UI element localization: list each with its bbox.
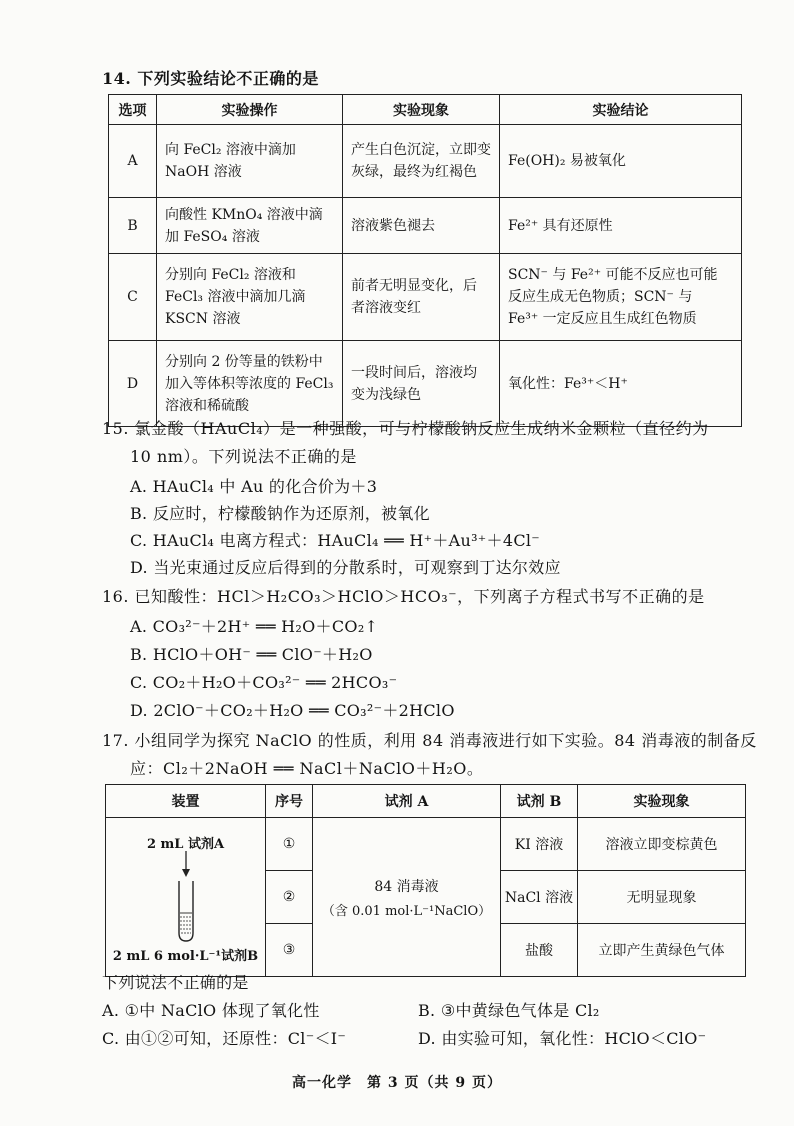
q14-conclusion	[500, 125, 742, 198]
test-tube-icon	[111, 833, 261, 961]
q17-stem-line1: 17. 小组同学为探究 NaClO 的性质，利用 84 消毒液进行如下实验。84 消毒液的制备反	[102, 731, 757, 750]
reagent-a-name: 84 消毒液	[374, 878, 439, 895]
q17-reagent-b: 盐酸	[501, 924, 578, 977]
q17-option-c: C. 由①②可知，还原性：Cl⁻＜I⁻	[102, 1029, 347, 1048]
q17-number: ②	[266, 871, 313, 924]
q17-header: 试剂 B	[501, 785, 578, 818]
q14-operation	[157, 198, 343, 254]
q15-stem-line1: 15. 氯金酸（HAuCl₄）是一种强酸，可与柠檬酸钠反应生成纳米金颗粒（直径约为	[102, 419, 709, 438]
q14-row-b	[109, 198, 742, 254]
line: 产生白色沉淀，立即变	[351, 142, 491, 158]
q14-row-a	[109, 125, 742, 198]
q17-header: 试剂 A	[313, 785, 501, 818]
stem-post: 的是	[216, 973, 249, 992]
line: 分别向 FeCl₂ 溶液和	[165, 267, 296, 283]
reagent-a-concentration: （含 0.01 mol·L⁻¹NaClO）	[321, 903, 492, 919]
line: SCN⁻ 与 Fe²⁺ 可能不反应也可能	[508, 267, 718, 283]
line: 加 FeSO₄ 溶液	[165, 228, 260, 245]
q17-phenomenon: 无明显现象	[578, 871, 746, 924]
q14-table	[108, 94, 742, 427]
q14-operation	[157, 125, 343, 198]
q17-number: ③	[266, 924, 313, 977]
q14-header-row	[109, 95, 742, 125]
line: 反应生成无色物质；SCN⁻ 与	[508, 289, 693, 305]
q16-option-c: C. CO₂＋H₂O＋CO₃²⁻ ══ 2HCO₃⁻	[130, 673, 398, 692]
q14-option: C	[109, 254, 157, 341]
q17-option-a: A. ①中 NaClO 体现了氧化性	[102, 1001, 320, 1020]
line: Fe³⁺ 一定反应且生成红色物质	[508, 311, 697, 327]
line: 氧化性：Fe³⁺＜H⁺	[508, 375, 628, 392]
stem-pre: 下列说法	[102, 973, 168, 992]
q14-header: 选项	[109, 95, 157, 125]
q14-phenomenon	[343, 125, 500, 198]
q17-header: 装置	[106, 785, 266, 818]
line: 溶液紫色褪去	[351, 217, 435, 234]
q16-option-d: D. 2ClO⁻＋CO₂＋H₂O ══ CO₃²⁻＋2HClO	[130, 701, 455, 720]
q14-option: A	[109, 125, 157, 198]
stem-emphasis: 不正确	[167, 973, 217, 992]
line: 灰绿，最终为红褐色	[351, 164, 477, 180]
line: 溶液和稀硫酸	[165, 397, 249, 414]
q15-option-a: A. HAuCl₄ 中 Au 的化合价为＋3	[130, 477, 378, 496]
q16-option-a: A. CO₃²⁻＋2H⁺ ══ H₂O＋CO₂↑	[130, 617, 379, 636]
q14-row-d	[109, 341, 742, 427]
line: 者溶液变红	[351, 300, 421, 316]
q15-stem-line2: 10 nm）。下列说法不正确的是	[130, 447, 357, 466]
q17-sub-stem	[102, 970, 249, 993]
q17-header-row	[106, 785, 746, 818]
q14-row-c	[109, 254, 742, 341]
q17-reagent-a	[313, 818, 501, 977]
q17-reagent-b: KI 溶液	[501, 818, 578, 871]
q17-table	[105, 784, 746, 977]
page-footer: 高一化学 第 3 页（共 9 页）	[292, 1075, 502, 1091]
line: NaOH 溶液	[165, 164, 242, 180]
q14-conclusion	[500, 198, 742, 254]
line: 向酸性 KMnO₄ 溶液中滴	[165, 206, 323, 223]
q15-option-d: D. 当光束通过反应后得到的分散系时，可观察到丁达尔效应	[130, 558, 561, 577]
line: FeCl₃ 溶液中滴加几滴	[165, 289, 306, 305]
q14-option: B	[109, 198, 157, 254]
q17-stem-line2: 应：Cl₂＋2NaOH ══ NaCl＋NaClO＋H₂O。	[130, 759, 484, 778]
q14-header: 实验结论	[500, 95, 742, 125]
q17-header: 序号	[266, 785, 313, 818]
q14-header: 实验现象	[343, 95, 500, 125]
q16-option-b: B. HClO＋OH⁻ ══ ClO⁻＋H₂O	[130, 645, 373, 664]
q16-stem: 16. 已知酸性：HCl＞H₂CO₃＞HClO＞HCO₃⁻，下列离子方程式书写不正确的是	[102, 587, 705, 606]
q15-option-b: B. 反应时，柠檬酸钠作为还原剂，被氧化	[130, 504, 430, 523]
line: 加入等体积等浓度的 FeCl₃	[165, 375, 334, 392]
q14-conclusion	[500, 341, 742, 427]
q14-title: 14. 下列实验结论不正确的是	[102, 69, 319, 88]
line: 向 FeCl₂ 溶液中滴加	[165, 142, 296, 158]
line: Fe²⁺ 具有还原性	[508, 217, 613, 234]
apparatus-cell	[106, 818, 266, 977]
q14-conclusion	[500, 254, 742, 341]
line: 变为浅绿色	[351, 386, 421, 403]
q14-phenomenon	[343, 254, 500, 341]
q17-option-d: D. 由实验可知，氧化性：HClO＜ClO⁻	[418, 1029, 707, 1048]
q14-header: 实验操作	[157, 95, 343, 125]
q15-option-c: C. HAuCl₄ 电离方程式：HAuCl₄ ══ H⁺＋Au³⁺＋4Cl⁻	[130, 531, 541, 550]
emphasis-dots	[167, 973, 216, 992]
q14-operation	[157, 254, 343, 341]
line: KSCN 溶液	[165, 311, 241, 327]
q17-phenomenon: 立即产生黄绿色气体	[578, 924, 746, 977]
q17-row-1	[106, 818, 746, 871]
q17-number: ①	[266, 818, 313, 871]
q17-header: 实验现象	[578, 785, 746, 818]
q17-option-b: B. ③中黄绿色气体是 Cl₂	[418, 1001, 600, 1020]
q17-reagent-b: NaCl 溶液	[501, 871, 578, 924]
apparatus-diagram	[111, 833, 261, 964]
line: 前者无明显变化，后	[351, 278, 477, 294]
q14-phenomenon	[343, 341, 500, 427]
line: 一段时间后，溶液均	[351, 364, 477, 381]
q14-operation	[157, 341, 343, 427]
apparatus-label-top: 2 mL 试剂A	[146, 837, 225, 852]
q14-option: D	[109, 341, 157, 427]
q17-phenomenon: 溶液立即变棕黄色	[578, 818, 746, 871]
line: 分别向 2 份等量的铁粉中	[165, 353, 323, 370]
apparatus-label-bottom: 2 mL 6 mol·L⁻¹试剂B	[112, 949, 259, 964]
q14-phenomenon	[343, 198, 500, 254]
line: Fe(OH)₂ 易被氧化	[508, 153, 626, 169]
